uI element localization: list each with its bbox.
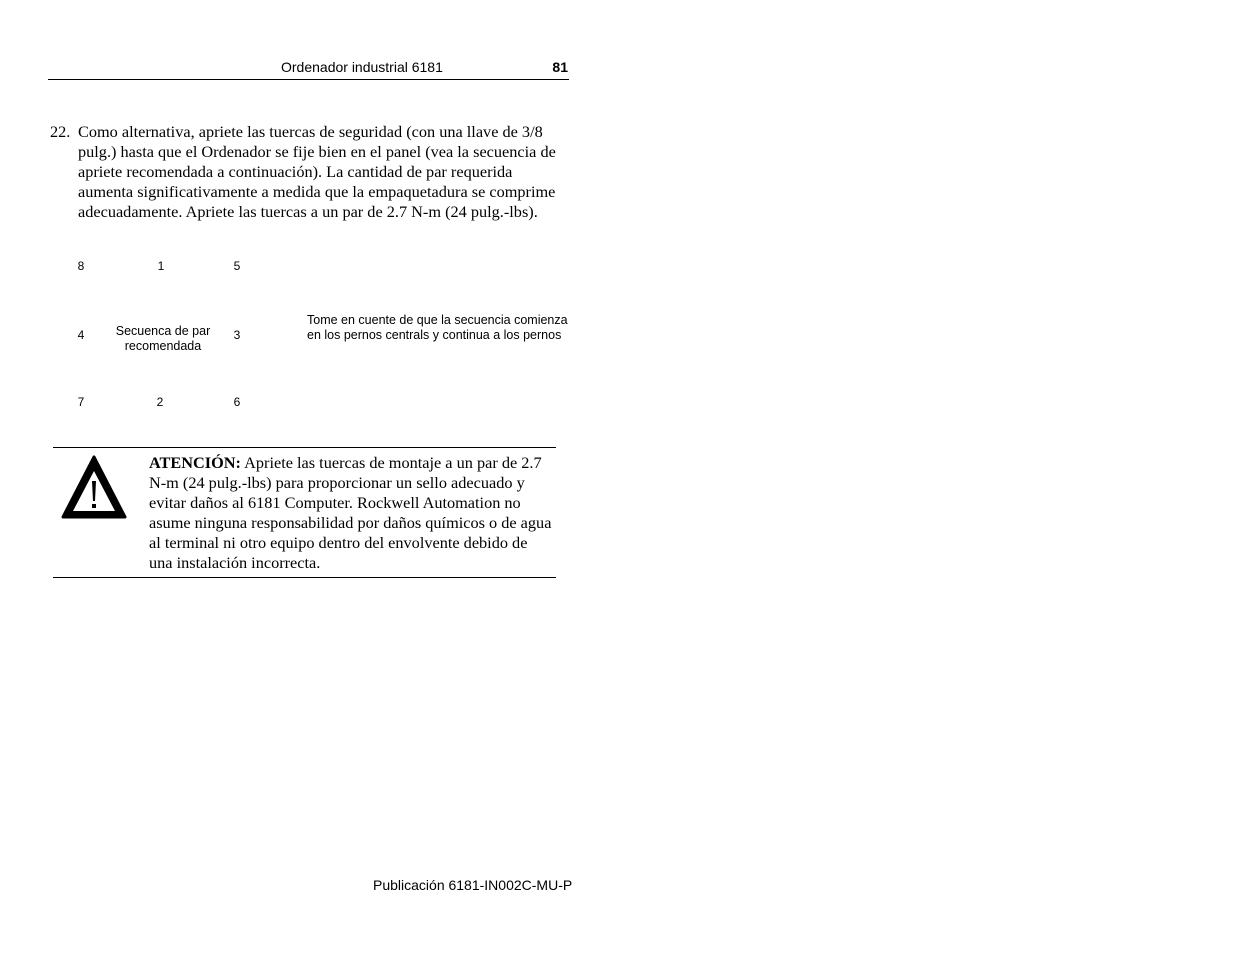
step-number: 22. bbox=[50, 122, 71, 141]
diagram-note bbox=[307, 313, 577, 343]
bolt-label-top-left: 8 bbox=[77, 259, 85, 273]
attention-box bbox=[53, 447, 556, 578]
bolt-label-bottom-left: 7 bbox=[77, 395, 85, 409]
bolt-label-top-center: 1 bbox=[157, 259, 165, 273]
publication-footer: Publicación 6181-IN002C-MU-P bbox=[373, 877, 573, 893]
diagram-note-line: Tome en cuente de que la secuencia comienza bbox=[307, 313, 568, 327]
attention-text bbox=[149, 453, 554, 573]
bolt-label-bottom-center: 2 bbox=[156, 395, 164, 409]
step-text: Como alternativa, apriete las tuercas de seguridad (con una llave de 3/8 pulg.) hasta que el Ordenador se fije bien en el panel (vea la secuencia de apriete recomendada a continuación). La cantidad de par requerida aumenta significativamente a medida que la empaquetadura se comprime adecuadamente. Apriete las tuercas a un par de 2.7 N-m (24 pulg.-lbs). bbox=[78, 122, 556, 221]
warning-triangle-icon bbox=[61, 453, 127, 519]
bolt-label-bottom-right: 6 bbox=[233, 395, 241, 409]
attention-body: Apriete las tuercas de montaje a un par de 2.7 N-m (24 pulg.-lbs) para proporcionar un sello adecuado y evitar daños al 6181 Computer. Rockwell Automation no asume ninguna responsabilidad por daños químicos o de agua al terminal ni otro equipo dentro del envolvente debido de una instalación incorrecta. bbox=[149, 453, 552, 572]
bolt-label-mid-right: 3 bbox=[233, 328, 241, 342]
bolt-label-top-right: 5 bbox=[233, 259, 241, 273]
diagram-caption-line: recomendada bbox=[124, 339, 202, 353]
running-title: Ordenador industrial 6181 bbox=[281, 59, 443, 75]
attention-label: ATENCIÓN: bbox=[149, 453, 241, 472]
diagram-caption-line: Secuenca de par bbox=[115, 324, 211, 338]
bolt-label-mid-left: 4 bbox=[77, 328, 85, 342]
page-number: 81 bbox=[552, 59, 568, 75]
running-header bbox=[48, 58, 569, 80]
diagram-caption bbox=[108, 324, 218, 354]
diagram-note-line: en los pernos centrals y continua a los pernos bbox=[307, 328, 562, 342]
